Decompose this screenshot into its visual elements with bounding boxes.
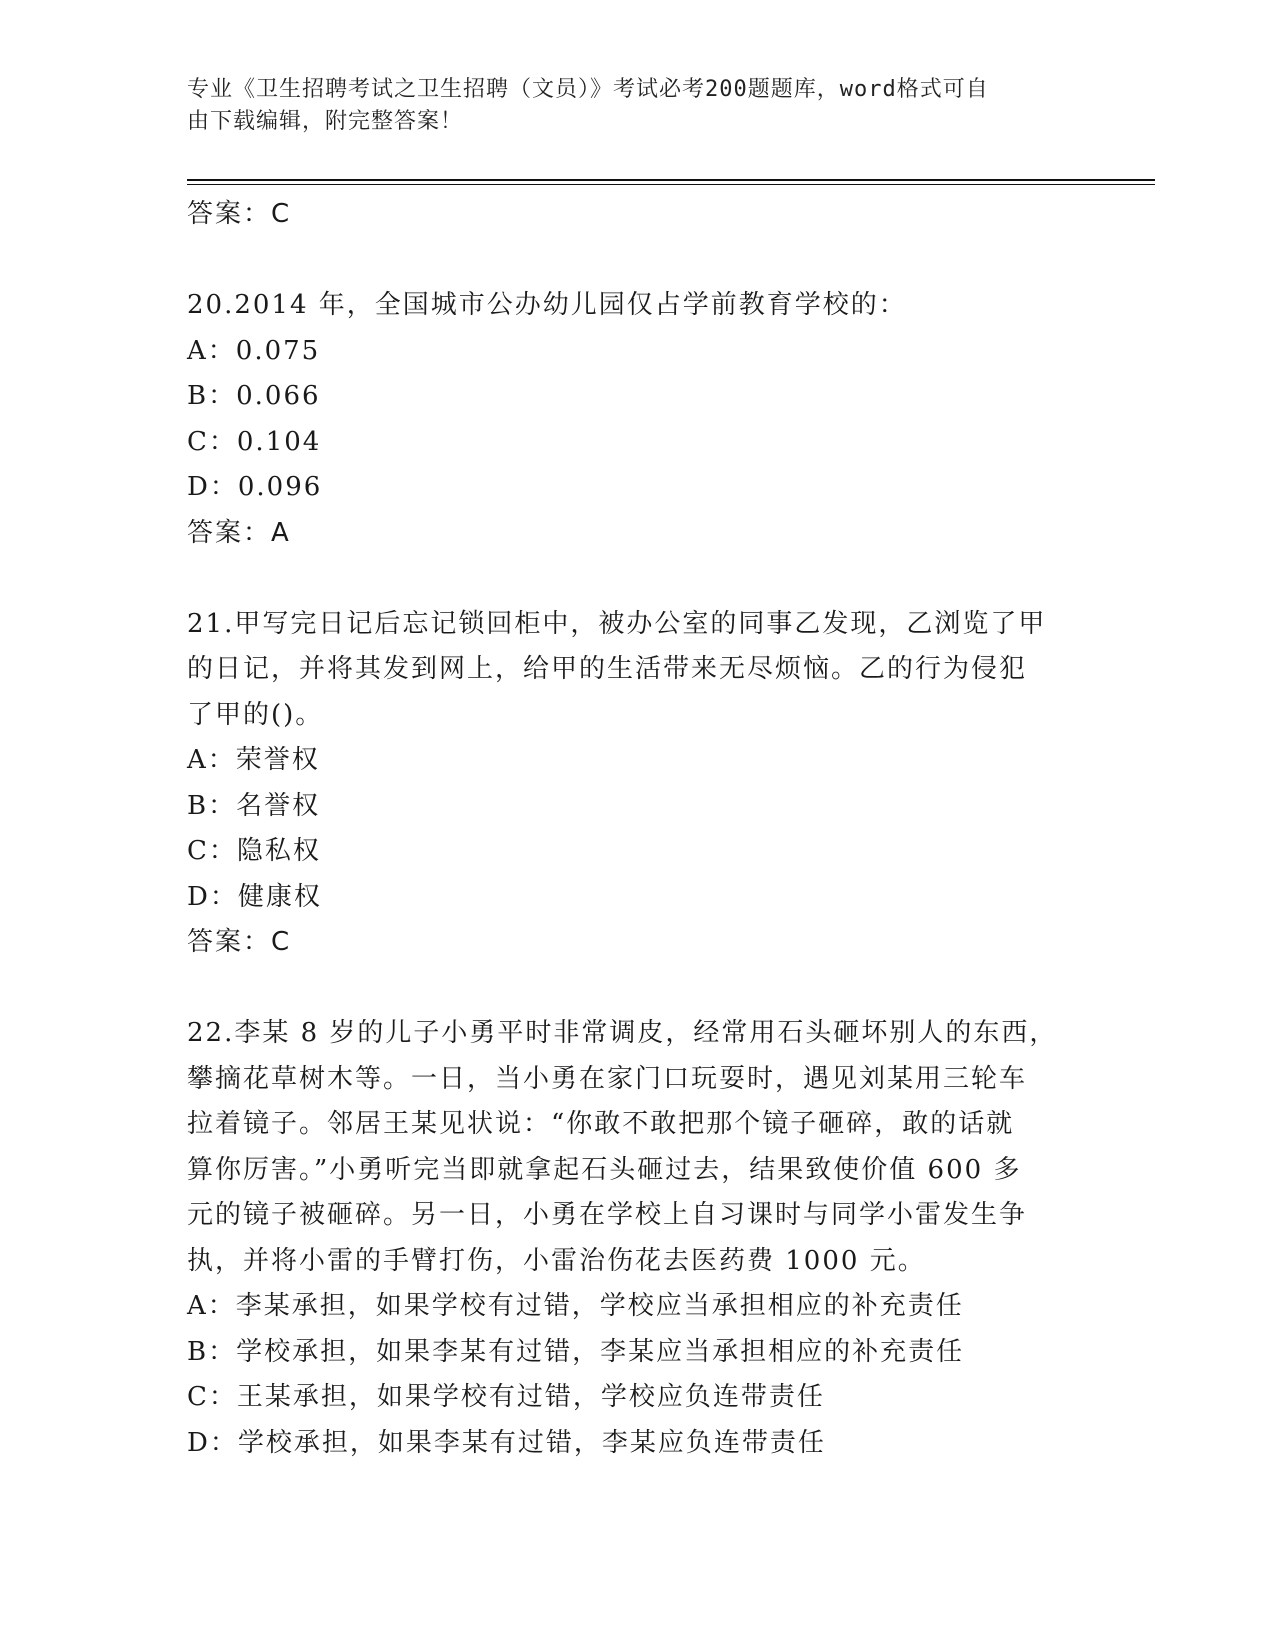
- option-c: C：隐私权: [187, 836, 321, 866]
- spacer: [187, 556, 1067, 602]
- question-stem: 20.2014 年，全国城市公办幼儿园仅占学前教育学校的：: [187, 290, 907, 320]
- option-d: D：健康权: [187, 881, 322, 912]
- question-stem: 21.甲写完日记后忘记锁回柜中，被办公室的同事乙发现，乙浏览了甲: [187, 608, 1047, 639]
- answer: 答案：A: [187, 517, 291, 548]
- question-stem: 的日记，并将其发到网上，给甲的生活带来无尽烦恼。乙的行为侵犯: [187, 654, 1028, 684]
- spacer: [187, 238, 1067, 284]
- header-divider-thin: [187, 184, 1155, 185]
- option-d: D：学校承担，如果李某有过错，李某应负连带责任: [187, 1427, 826, 1458]
- question-stem: 拉着镜子。邻居王某见状说：“你敢不敢把那个镜子砸碎，敢的话就: [187, 1109, 1015, 1139]
- question-22: [187, 1011, 1067, 1466]
- question-stem: 了甲的()。: [187, 699, 324, 730]
- option-b: B：0.066: [187, 381, 321, 411]
- option-c: C：王某承担，如果学校有过错，学校应负连带责任: [187, 1382, 825, 1412]
- option-a: A：李某承担，如果学校有过错，学校应当承担相应的补充责任: [187, 1291, 964, 1321]
- question-stem: 元的镜子被砸碎。另一日，小勇在学校上自习课时与同学小雷发生争: [187, 1200, 1028, 1230]
- question-stem: 22.李某 8 岁的儿子小勇平时非常调皮，经常用石头砸坏别人的东西，: [187, 1018, 1058, 1048]
- question-stem: 执，并将小雷的手臂打伤，小雷治伤花去医药费 1000 元。: [187, 1245, 926, 1276]
- option-c: C：0.104: [187, 426, 322, 457]
- document-header: [187, 74, 1067, 138]
- question-list: [187, 192, 1067, 1466]
- option-b: B：名誉权: [187, 790, 321, 821]
- option-d: D：0.096: [187, 472, 323, 502]
- question-21: [187, 602, 1067, 966]
- question-stem: 算你厉害。”小勇听完当即就拿起石头砸过去，结果致使价值 600 多: [187, 1154, 1022, 1185]
- spacer: [187, 966, 1067, 1012]
- previous-answer: 答案：C: [187, 199, 292, 229]
- answer: 答案：C: [187, 927, 292, 957]
- option-a: A：荣誉权: [187, 745, 320, 775]
- header-title-line-2: 由下载编辑，附完整答案！: [187, 109, 464, 134]
- header-title-line-1: 专业《卫生招聘考试之卫生招聘（文员）》考试必考200题题库，word格式可自: [187, 77, 989, 102]
- option-b: B：学校承担，如果李某有过错，李某应当承担相应的补充责任: [187, 1336, 965, 1367]
- option-a: A：0.075: [187, 335, 321, 366]
- question-20: [187, 283, 1067, 556]
- header-divider-thick: [187, 179, 1155, 181]
- question-stem: 攀摘花草树木等。一日，当小勇在家门口玩耍时，遇见刘某用三轮车: [187, 1063, 1028, 1094]
